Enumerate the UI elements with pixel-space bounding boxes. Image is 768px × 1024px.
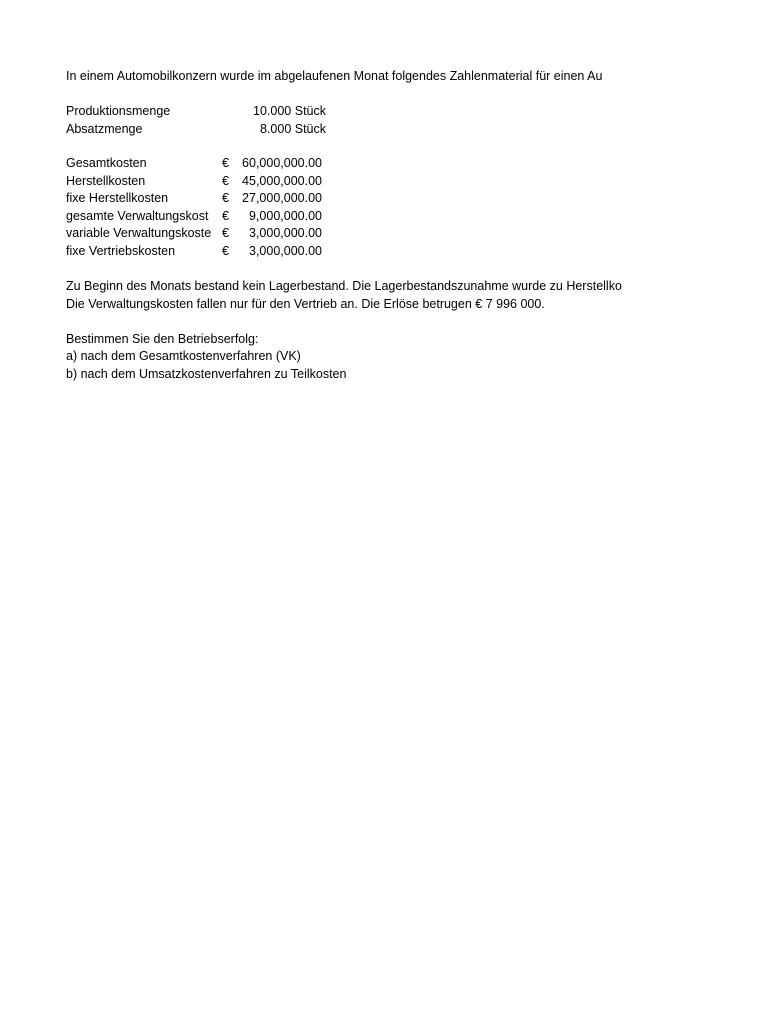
cost-label: fixe Herstellkosten [66, 191, 169, 205]
quantity-value-produktionsmenge: 10.000 Stück [253, 104, 326, 118]
cost-amount: 9,000,000.00 [249, 209, 322, 223]
quantity-label-produktionsmenge: Produktionsmenge [66, 104, 171, 118]
currency-symbol: € [222, 209, 229, 223]
cost-label: Gesamtkosten [66, 156, 147, 170]
task-item-b: b) nach dem Umsatzkostenverfahren zu Teilkosten [66, 367, 347, 381]
quantity-label-absatzmenge: Absatzmenge [66, 122, 143, 136]
currency-symbol: € [222, 191, 229, 205]
cost-amount: 45,000,000.00 [242, 174, 322, 188]
quantity-value-absatzmenge: 8.000 Stück [259, 122, 326, 136]
cost-amount: 60,000,000.00 [242, 156, 322, 170]
currency-symbol: € [222, 156, 229, 170]
currency-symbol: € [222, 244, 229, 258]
task-heading: Bestimmen Sie den Betriebserfolg: [66, 332, 259, 346]
currency-symbol: € [222, 226, 229, 240]
task-item-a: a) nach dem Gesamtkostenverfahren (VK) [66, 349, 301, 363]
paragraph-line-2: Die Verwaltungskosten fallen nur für den Vertrieb an. Die Erlöse betrugen € 7 996 000. [66, 297, 545, 311]
cost-amount: 3,000,000.00 [249, 226, 322, 240]
cost-label: Herstellkosten [66, 174, 146, 188]
cost-label: fixe Vertriebskosten [66, 244, 176, 258]
intro-text: In einem Automobilkonzern wurde im abgelaufenen Monat folgendes Zahlenmaterial für einen Au [66, 69, 603, 83]
cost-label: gesamte Verwaltungskost [66, 209, 209, 223]
cost-amount: 3,000,000.00 [249, 244, 322, 258]
cost-amount: 27,000,000.00 [242, 191, 322, 205]
paragraph-line-1: Zu Beginn des Monats bestand kein Lagerbestand. Die Lagerbestandszunahme wurde zu Herstellko [66, 279, 622, 293]
cost-label: variable Verwaltungskoste [66, 226, 212, 240]
currency-symbol: € [222, 174, 229, 188]
